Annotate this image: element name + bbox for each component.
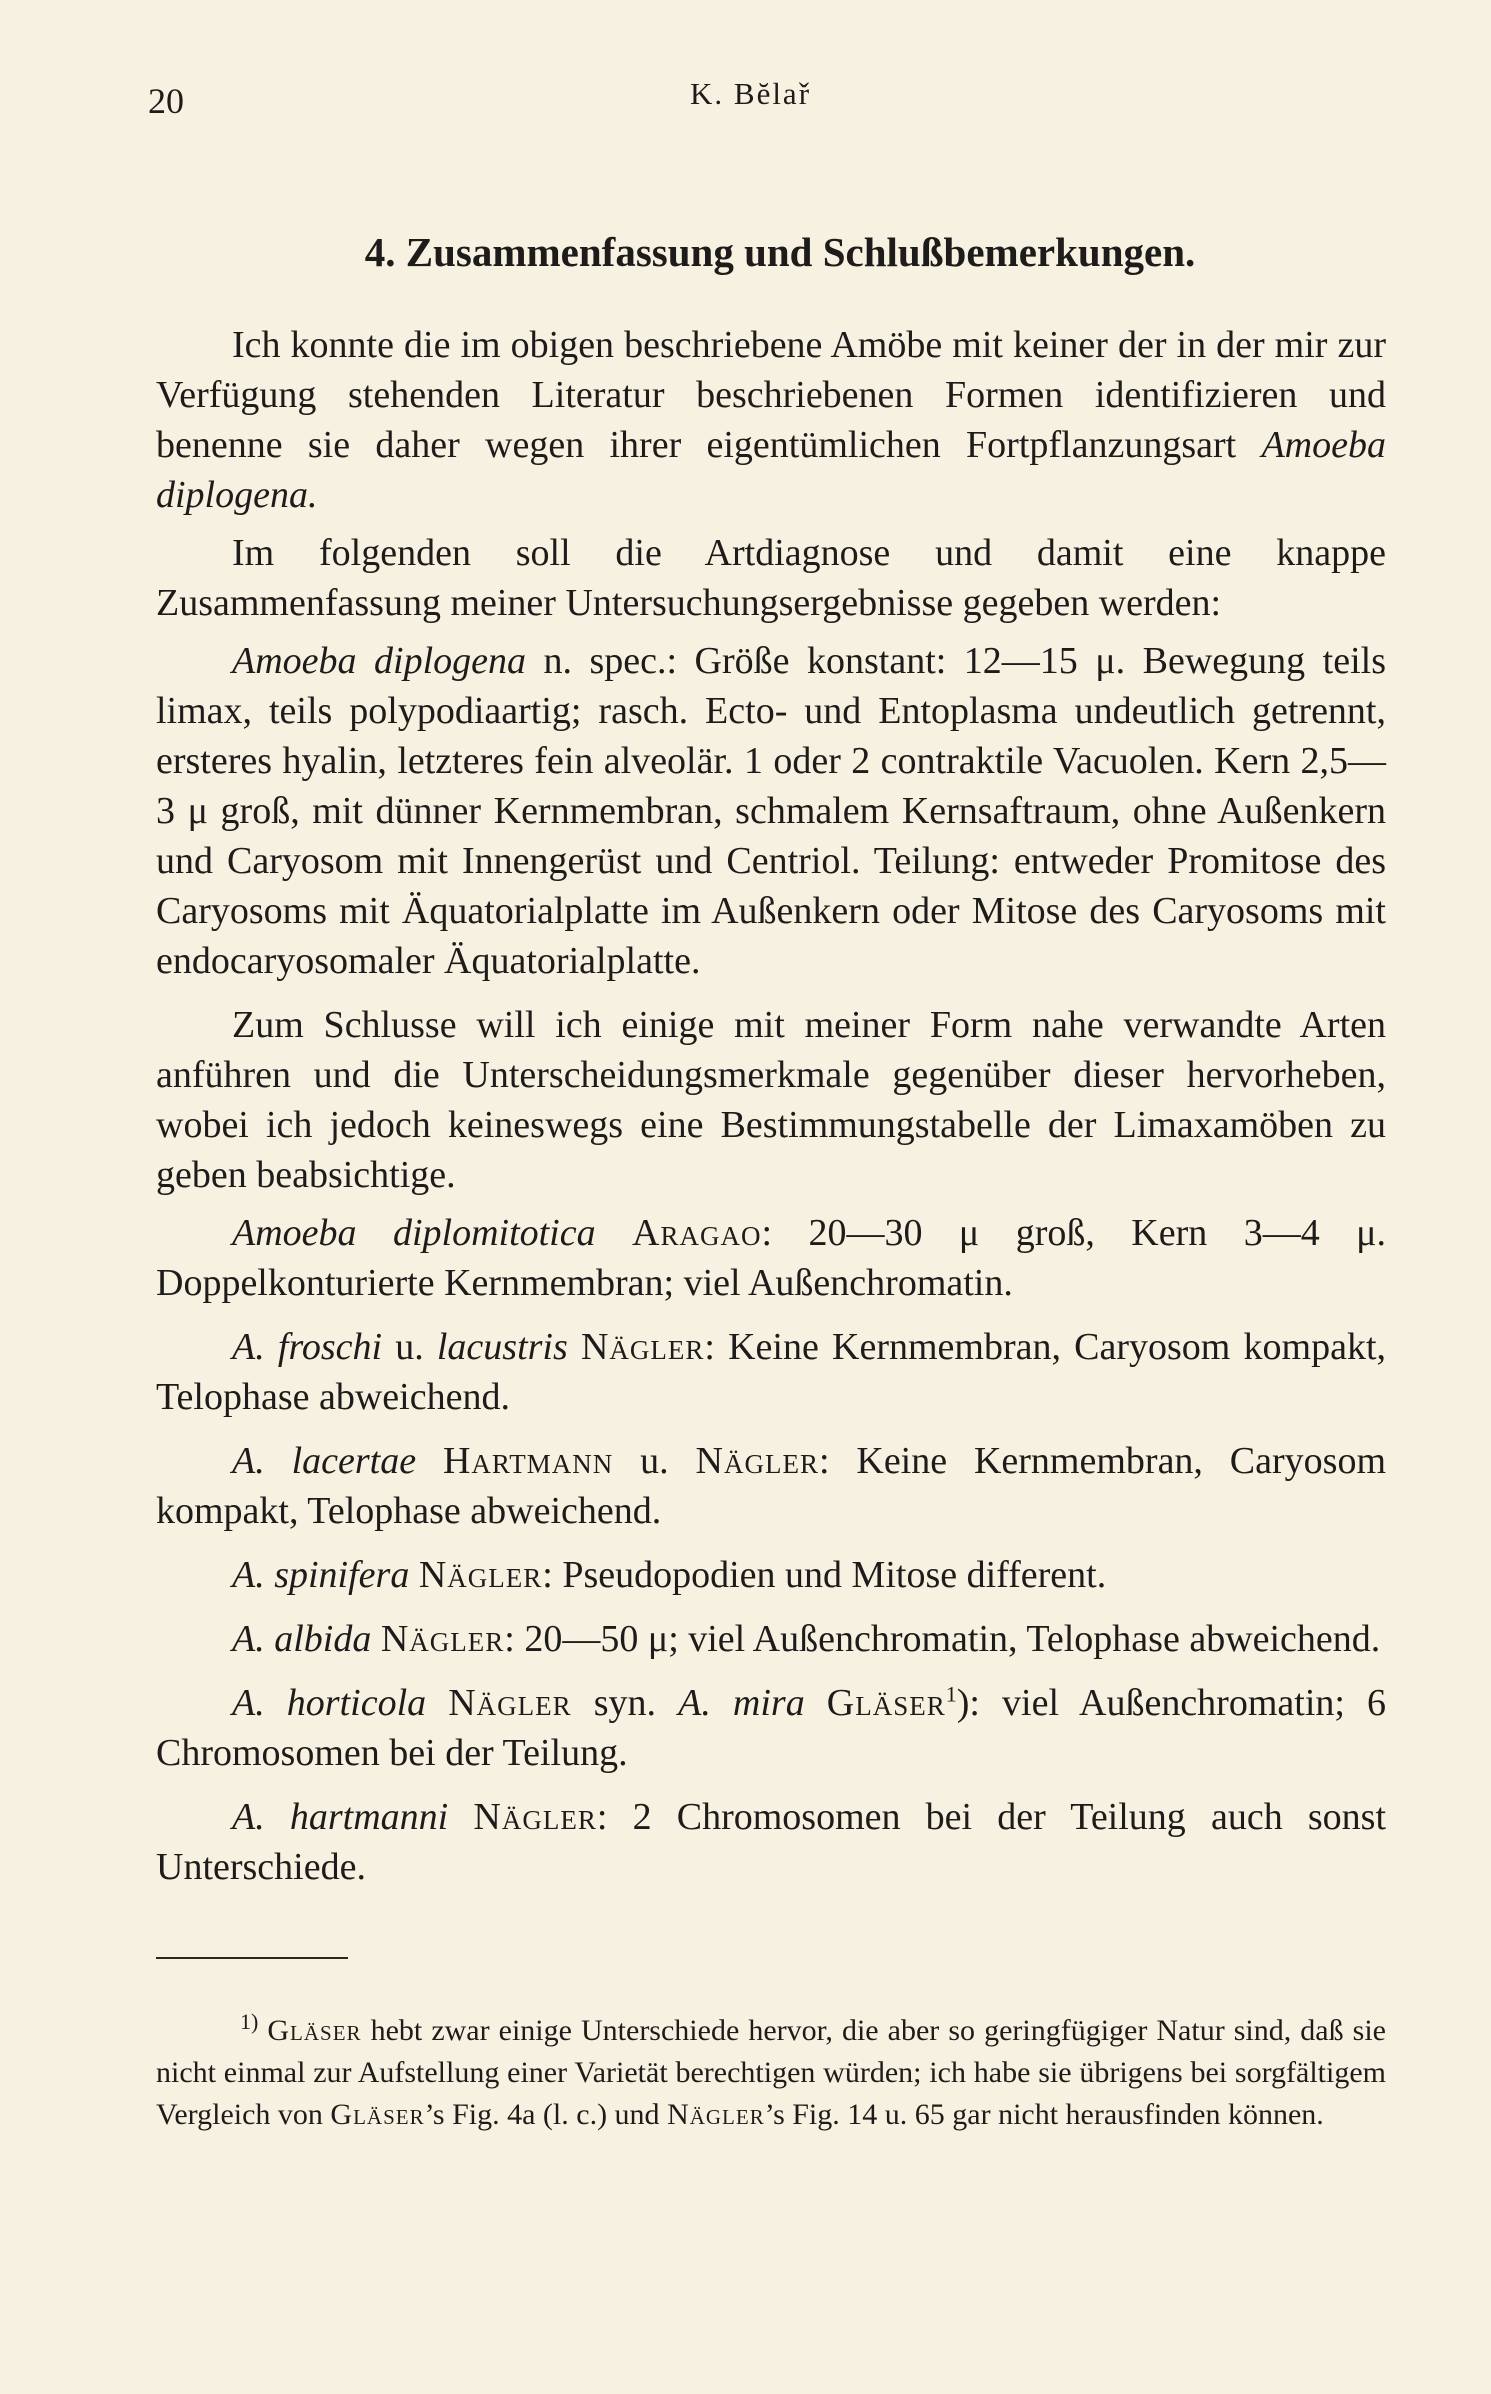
entry-text: : 20—30 μ groß, Kern 3—4 μ. Doppelkonturierte Kernmembran; viel Außenchromatin.: [156, 1212, 1386, 1304]
entry-text: : 2 Chromosomen bei der Teilung auch sonst Unterschiede.: [156, 1796, 1387, 1888]
author-name: Aragao: [632, 1212, 762, 1254]
author-name: Nägler: [380, 1618, 505, 1660]
author-name: Nägler: [695, 1440, 819, 1482]
diagnosis-paragraph: [156, 636, 1386, 986]
entry-text: : 20—50 μ; viel Außenchromatin, Telophase abweichend.: [504, 1618, 1381, 1660]
species-name: Amoeba diplogena.: [156, 424, 1386, 516]
connector-text: u.: [382, 1326, 437, 1368]
footnote-marker: 1): [240, 2009, 259, 2034]
author-name: Nägler: [580, 1326, 705, 1368]
author-name: Nägler: [667, 2098, 765, 2131]
species-entry-7: [156, 1792, 1386, 1892]
intro-paragraph-1: [156, 320, 1386, 520]
entry-text: : Pseudopodien und Mitose different.: [542, 1554, 1107, 1596]
species-name: A. albida: [232, 1618, 372, 1660]
author-name: Gläser: [330, 2098, 425, 2131]
intro-paragraph-2: Im folgenden soll die Artdiagnose und damit eine knappe Zusammenfassung meiner Untersuchungsergebnisse gegeben werden:: [156, 532, 1386, 624]
connector-text: u.: [613, 1440, 696, 1482]
running-head: K. Bĕlař: [690, 76, 812, 111]
author-name: Hartmann: [442, 1440, 614, 1482]
species-entry-5: [156, 1614, 1386, 1664]
entry-text: ): viel Außenchromatin; 6 Chromosomen bei der Teilung.: [156, 1682, 1387, 1774]
author-name: Nägler: [418, 1554, 543, 1596]
species-entry-2: [156, 1322, 1386, 1422]
diagnosis-text: n. spec.: Größe konstant: 12—15 μ. Bewegung teils limax, teils polypodiaartig; rasch. Ecto- und Entoplasma undeutlich getrennt, ersteres hyalin, letzteres fein alveolär. 1 oder 2 contraktile Vacuolen. Kern 2,5—3 μ groß, mit dünner Kernmembran, schmalem Kernsaftraum, ohne Außenkern und Caryosom mit Innengerüst und Centriol. Teilung: entweder Promitose des Caryosoms mit Äquatorialplatte im Außenkern oder Mitose des Caryosoms mit endocaryosomaler Äquatorialplatte.: [156, 640, 1386, 982]
closing-paragraph: Zum Schlusse will ich einige mit meiner Form nahe verwandte Arten anführen und die Unterscheidungsmerkmale gegenüber dieser hervorheben, wobei ich jedoch keineswegs eine Bestimmungstabelle der Limaxamöben zu geben beabsichtige.: [156, 1004, 1386, 1196]
footnote-text: ’s Fig. 14 u. 65 gar nicht herausfinden können.: [764, 2098, 1324, 2131]
species-name: A. horticola: [232, 1682, 427, 1724]
author-name: Nägler: [448, 1682, 572, 1724]
species-name: Amoeba diplogena: [232, 640, 526, 682]
entry-text: : Keine Kernmembran, Caryosom kompakt, Telophase abweichend.: [156, 1440, 1387, 1532]
species-name: A. mira: [678, 1682, 805, 1724]
species-name: A. lacertae: [232, 1440, 417, 1482]
footnote-text: hebt zwar einige Unterschiede hervor, die aber so geringfügiger Natur sind, daß sie nicht einmal zur Aufstellung einer Varietät berechtigen würden; ich habe sie übrigens bei sorgfältigem Vergleich von: [156, 2014, 1386, 2131]
author-name: Gläser: [267, 2014, 362, 2047]
species-name: Amoeba diplomitotica: [232, 1212, 596, 1254]
footnote-text: ’s Fig. 4a (l. c.) und: [424, 2098, 668, 2131]
species-name: A. hartmanni: [232, 1796, 449, 1838]
species-name: A. spinifera: [232, 1554, 410, 1596]
species-entry-1: [156, 1208, 1386, 1308]
connector-text: syn.: [571, 1682, 679, 1724]
footnote: [156, 2010, 1386, 2136]
author-name: Gläser: [826, 1682, 946, 1724]
entry-text: : Keine Kernmembran, Caryosom kompakt, Telophase abweichend.: [156, 1326, 1387, 1418]
species-name: A. froschi: [232, 1326, 383, 1368]
species-entry-6: [156, 1678, 1386, 1778]
footnote-reference[interactable]: 1: [945, 1681, 957, 1707]
species-entry-3: [156, 1436, 1386, 1536]
page-number: 20: [148, 81, 184, 121]
species-entry-4: [156, 1550, 1386, 1600]
species-name: lacustris: [436, 1326, 568, 1368]
author-name: Nägler: [473, 1796, 597, 1838]
section-heading: 4. Zusammenfassung und Schlußbemerkungen.: [364, 229, 1196, 275]
footnote-divider: [156, 1957, 348, 1959]
intro-text: Ich konnte die im obigen beschriebene Amöbe mit keiner der in der mir zur Verfügung stehenden Literatur beschriebenen Formen identifizieren und benenne sie daher wegen ihrer eigentümlichen Fortpflanzungsart: [156, 324, 1386, 466]
main-text: [156, 228, 1386, 1892]
